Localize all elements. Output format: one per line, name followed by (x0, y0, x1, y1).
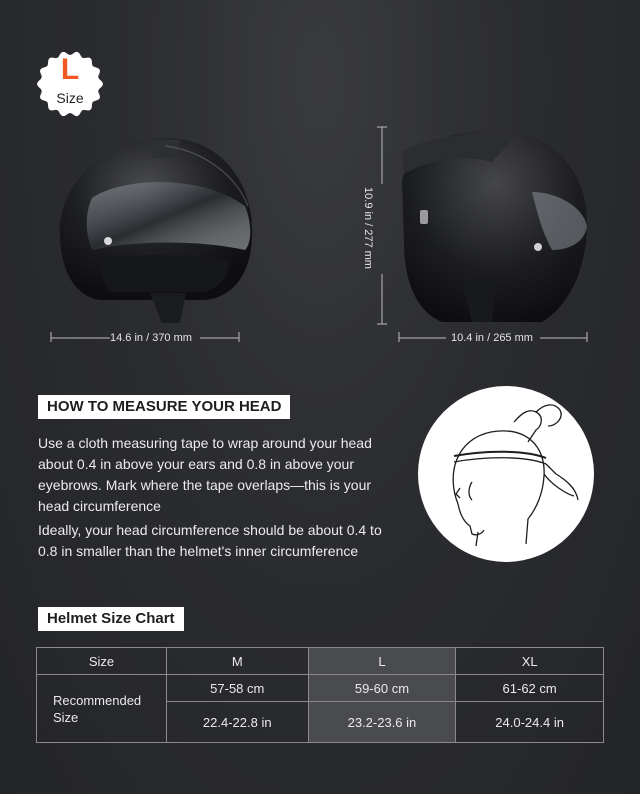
size-badge (36, 50, 104, 118)
table-row-cm (37, 675, 604, 702)
helmet-front-image (40, 128, 270, 328)
size-l-cm: 59-60 cm (308, 675, 456, 702)
head-measurement-illustration (416, 384, 596, 564)
size-m-header: M (166, 648, 308, 675)
height-label: 10.9 in / 277 mm (362, 187, 374, 269)
size-l-inch: 23.2-23.6 in (308, 702, 456, 743)
size-m-cm: 57-58 cm (166, 675, 308, 702)
measure-instructions: Use a cloth measuring tape to wrap around your head about 0.4 in above your ears and 0.8 in above your eyebrows. Mark where the tape overlaps—this is your head circumference (38, 435, 372, 514)
size-header-cell: Size (37, 648, 167, 675)
size-m-inch: 22.4-22.8 in (166, 702, 308, 743)
height-dimension-line (373, 126, 393, 326)
measure-heading: HOW TO MEASURE YOUR HEAD (38, 395, 290, 419)
size-xl-header: XL (456, 648, 604, 675)
side-width-label: 10.4 in / 265 mm (451, 332, 533, 344)
badge-size-word: Size (56, 90, 84, 106)
front-width-label: 14.6 in / 370 mm (110, 332, 192, 344)
size-xl-cm: 61-62 cm (456, 675, 604, 702)
helmet-side-image (392, 122, 592, 330)
size-chart-table (36, 647, 604, 743)
size-xl-inch: 24.0-24.4 in (456, 702, 604, 743)
badge-size-letter: L (60, 53, 80, 86)
table-header-row (37, 648, 604, 675)
size-l-header: L (308, 648, 456, 675)
measure-fit-note: Ideally, your head circumference should be about 0.4 to 0.8 in smaller than the helmet's inner circumference (38, 522, 382, 559)
recommended-size-label: Recommended Size (37, 675, 167, 743)
size-chart-heading: Helmet Size Chart (38, 607, 184, 631)
